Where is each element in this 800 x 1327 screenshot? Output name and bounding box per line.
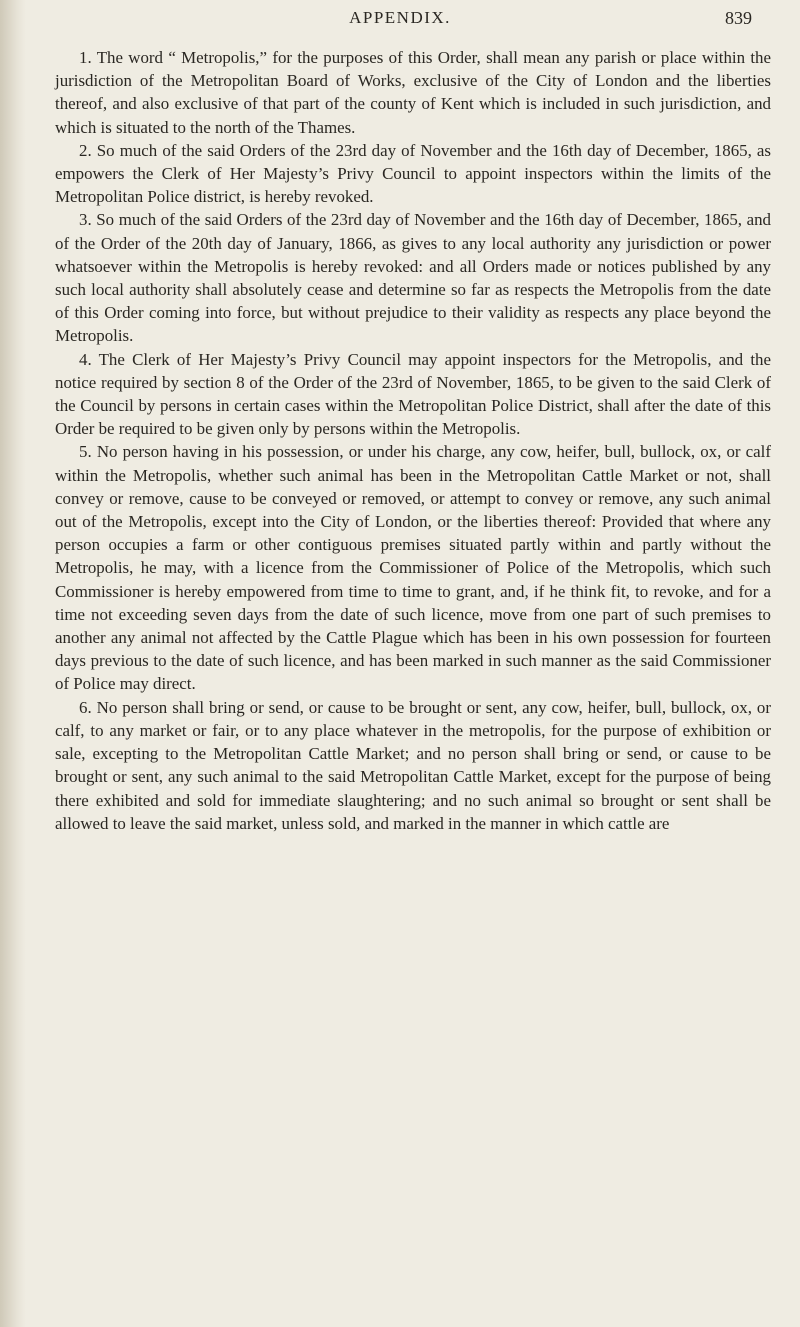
paragraph-1: 1. The word “ Metropolis,” for the purposes of this Order, shall mean any parish or place within the jurisdiction of the Metropolitan Board of Works, exclusive of the City of London and the liberties thereof, and also exclusive of that part of the county of Kent which is included in such jurisdiction, and which is situated to the north of the Thames. bbox=[55, 48, 771, 137]
paragraph-4: 4. The Clerk of Her Majesty’s Privy Council may appoint inspectors for the Metropolis, and the notice required by section 8 of the Order of the 23rd of November, 1865, to be given to the said Clerk of the Council by persons in certain cases within the Metropolitan Police District, shall after the date of this Order be required to be given only by persons within the Metropolis. bbox=[55, 349, 771, 439]
paragraph-5: 5. No person having in his possession, or under his charge, any cow, heifer, bull, bullock, ox, or calf within the Metropolis, whether such animal has been in the Metropolitan Cattle Market or not, shall convey or remove, cause to be conveyed or removed, or attempt to convey or remove, any such animal out of the Metropolis, except into the City of London, or the liberties thereof: Provided that where any person occupies a farm or other contiguous premises situated partly within and partly without the Metropolis, he may, with a licence from the Commissioner of Police of the Metropolis, which such Commissioner is hereby empowered from time to time to grant, and, if he think fit, to revoke, and for a time not exceeding seven days from the date of such licence, move from one part of such premises to another any animal not affected by the Cattle Plague which has been in his own possession for fourteen days previous to the date of such licence, and has been marked in such manner as the said Commissioner of Police may direct. bbox=[55, 442, 771, 694]
page-header bbox=[0, 8, 800, 38]
paragraph-6: 6. No person shall bring or send, or cause to be brought or sent, any cow, heifer, bull, bullock, ox, or calf, to any market or fair, or to any place whatever in the metropolis, for the purpose of exhibition or sale, excepting to the Metropolitan Cattle Market; and no person shall bring or send, or cause to be brought or sent, any such animal to the said Metropolitan Cattle Market, except for the purpose of being there exhibited and sold for immediate slaughtering; and no such animal so brought or sent shall be allowed to leave the said market, unless sold, and marked in the manner in which cattle are bbox=[55, 697, 771, 833]
page-body bbox=[55, 46, 771, 835]
paragraph-2: 2. So much of the said Orders of the 23rd day of November and the 16th day of December, 1865, as empowers the Clerk of Her Majesty’s Privy Council to appoint inspectors within the limits of the Metropolitan Police district, is hereby revoked. bbox=[55, 140, 771, 207]
page-gutter-shadow bbox=[0, 0, 26, 1327]
running-head: APPENDIX. bbox=[349, 8, 451, 27]
page-number: 839 bbox=[725, 8, 752, 28]
paragraph-3: 3. So much of the said Orders of the 23rd day of November and the 16th day of December, 1865, and of the Order of the 20th day of January, 1866, as gives to any local authority any jurisdiction or power whatsoever within the Metropolis is hereby revoked: and all Orders made or notices published by any such local authority shall absolutely cease and determine so far as respects the Metropolis from the date of this Order coming into force, but without prejudice to their validity as respects any place beyond the Metropolis. bbox=[55, 210, 771, 346]
